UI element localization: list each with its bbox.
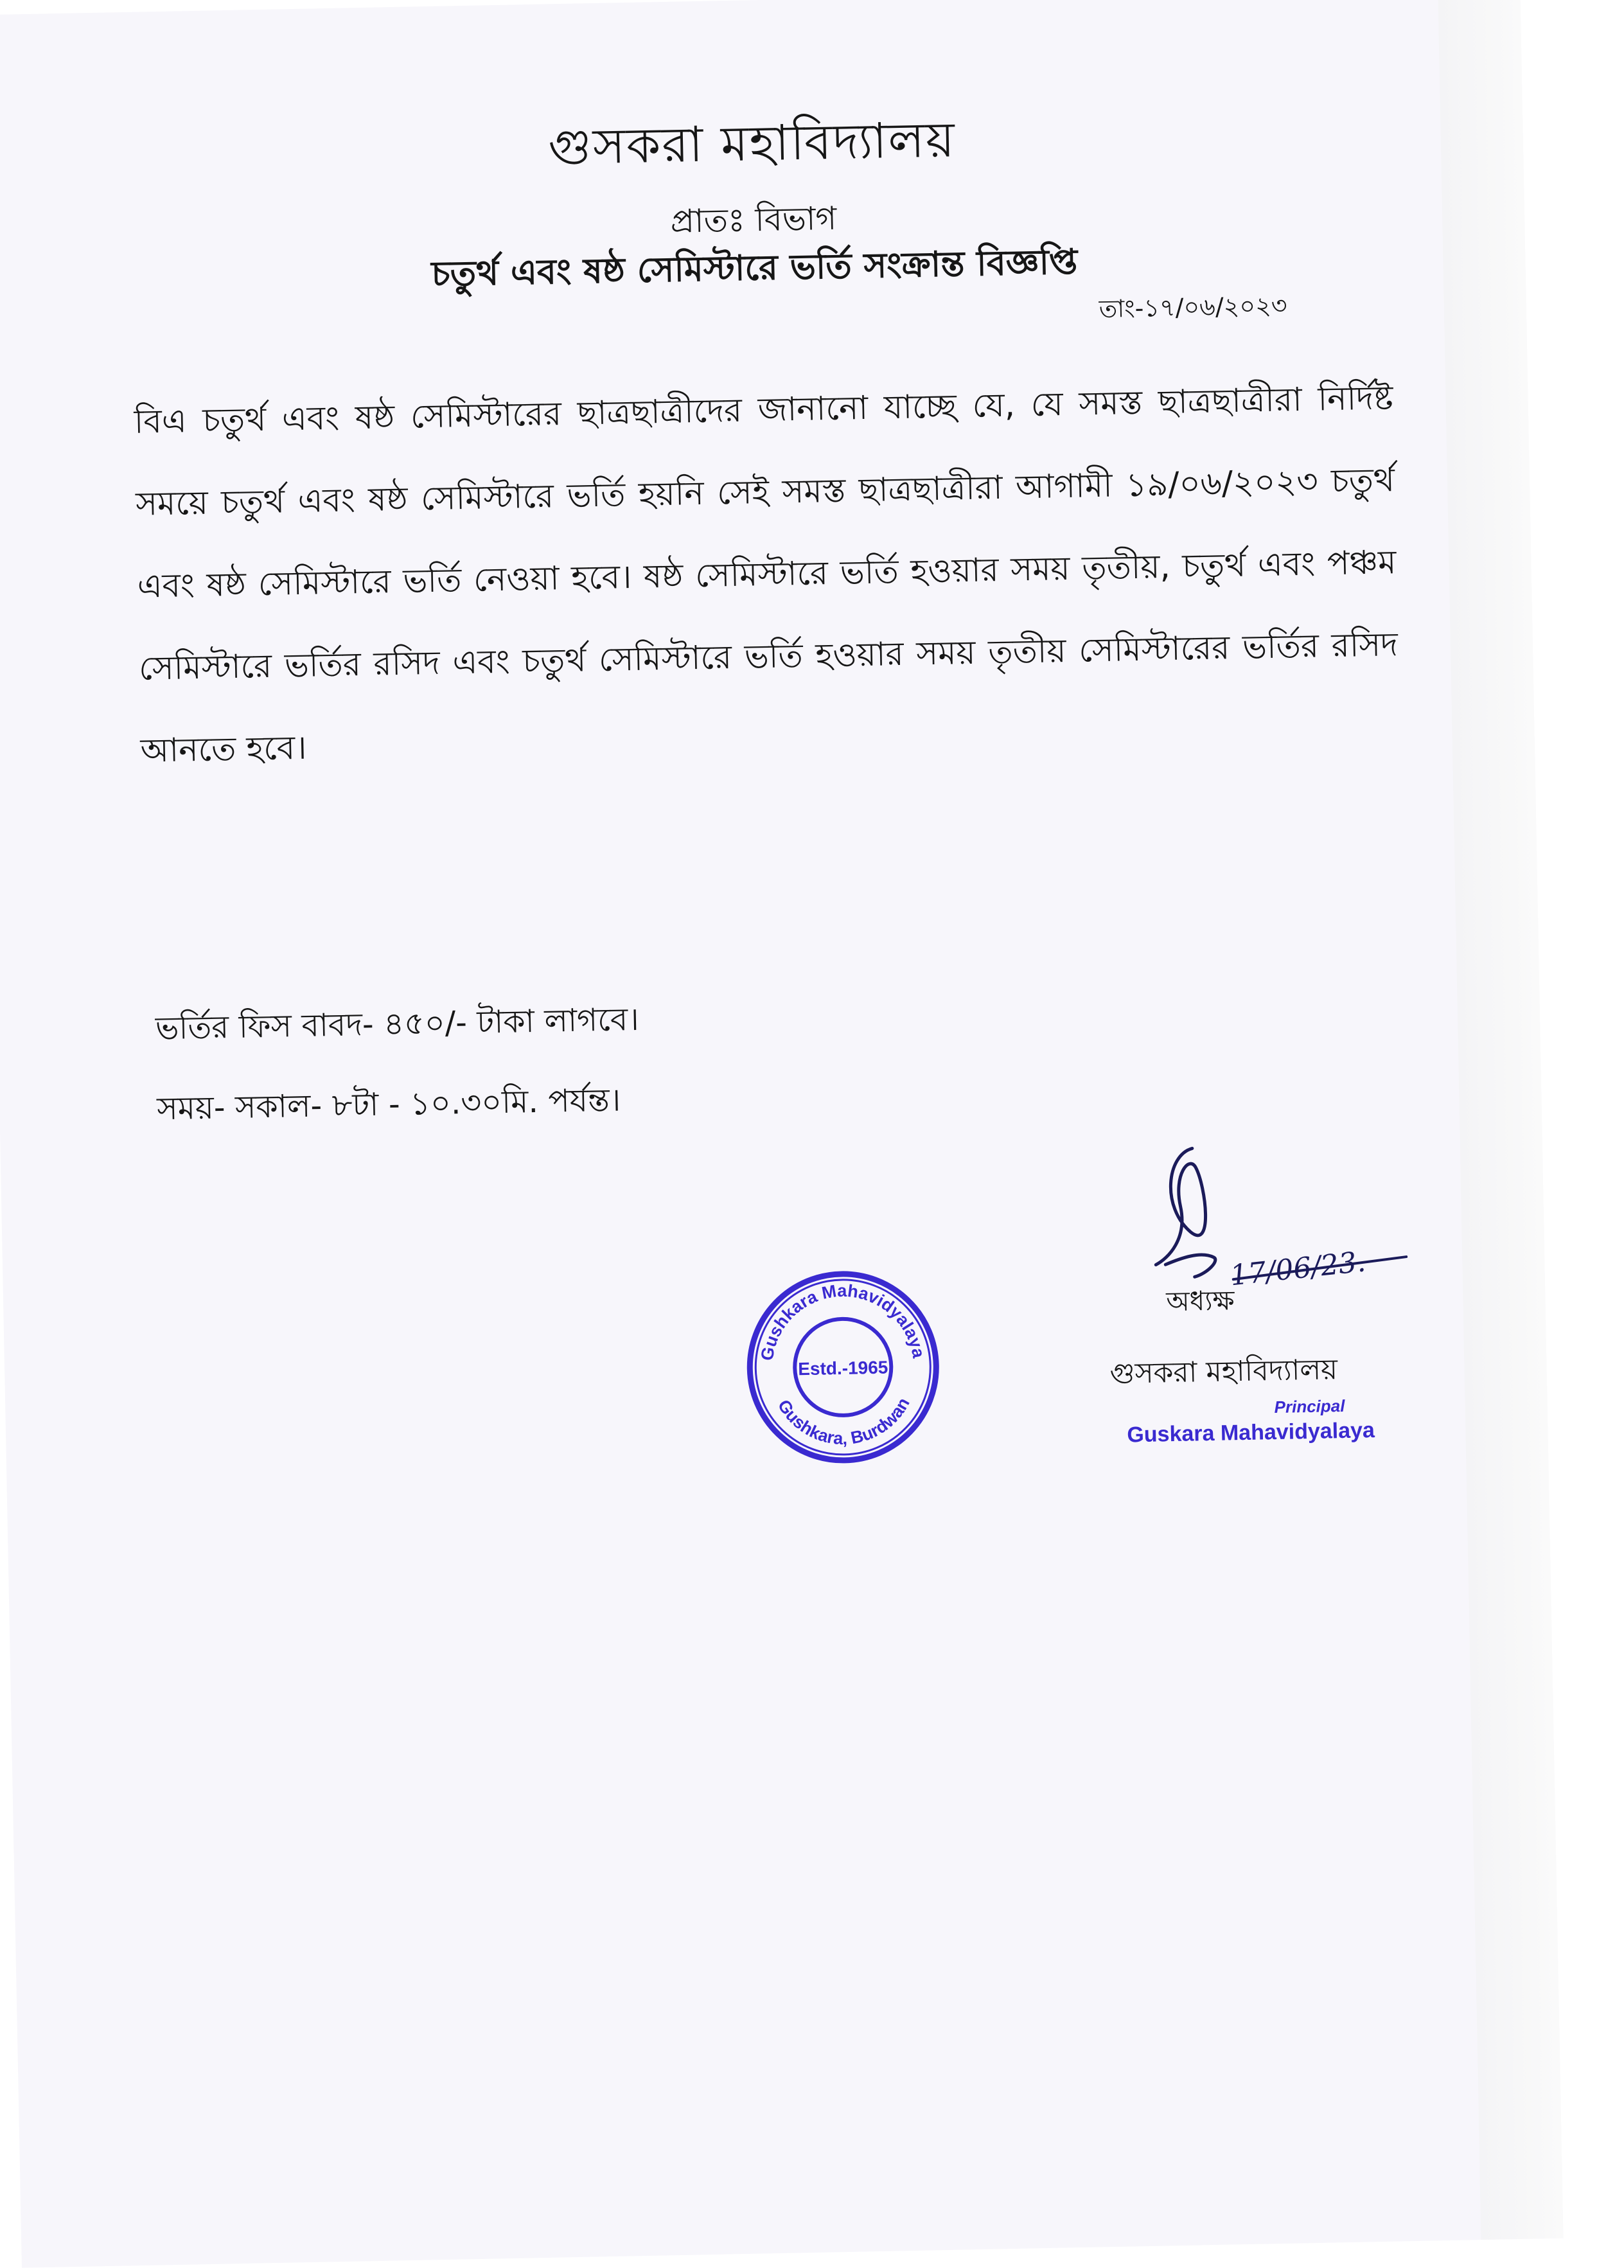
seal-center-text: Estd.-1965 — [797, 1357, 888, 1379]
paper-edge — [1438, 0, 1563, 2240]
svg-text:Gushkara, Burdwan — [774, 1394, 915, 1450]
college-name: গুসকরা মহাবিদ্যালয় — [547, 111, 957, 176]
seal-outer-text: Gushkara Mahavidyalaya — [757, 1280, 929, 1362]
designation-label: অধ্যক্ষ — [1165, 1284, 1235, 1318]
time-line: সময়- সকাল- ৮টা - ১০.৩০মি. পর্যন্ত। — [156, 1081, 621, 1128]
college-seal — [741, 1266, 944, 1469]
seal-lower-text: Gushkara, Burdwan — [773, 1394, 914, 1449]
stamp-principal-title: Principal — [1274, 1395, 1345, 1417]
notice-title: চতুর্থ এবং ষষ্ঠ সেমিস্টারে ভর্তি সংক্রান্ত বিজ্ঞপ্তি — [430, 241, 1078, 294]
fee-line: ভর্তির ফিস বাবদ- ৪৫০/- টাকা লাগবে। — [155, 1000, 640, 1047]
notice-date: তাং-১৭/০৬/২০২৩ — [1099, 291, 1287, 323]
signature-college-name: গুসকরা মহাবিদ্যালয় — [1109, 1353, 1338, 1390]
handwritten-date: 17/06/23. — [1228, 1245, 1368, 1293]
notice-body: বিএ চতুর্থ এবং ষষ্ঠ সেমিস্টারের ছাত্রছাত্রীদের জানানো যাচ্ছে যে, যে সমস্ত ছাত্রছাত্রীরা নির্দিষ্ট সময়ে চতুর্থ এবং ষষ্ঠ সেমিস্টারে ভর্তি হয়নি সেই সমস্ত ছাত্রছাত্রীরা আগামী ১৯/০৬/২০২৩ চতুর্থ এবং ষষ্ঠ সেমিস্টারে ভর্তি নেওয়া হবে। ষষ্ঠ সেমিস্টারে ভর্তি হওয়ার সময় তৃতীয়, চতুর্থ এবং পঞ্চম সেমিস্টারে ভর্তির রসিদ এবং চতুর্থ সেমিস্টারে ভর্তি হওয়ার সময় তৃতীয় সেমিস্টারের ভর্তির রসিদ আনতে হবে। — [134, 379, 1399, 770]
stamp-college-name: Guskara Mahavidyalaya — [1127, 1418, 1375, 1448]
department-name: প্রাতঃ বিভাগ — [670, 199, 837, 240]
